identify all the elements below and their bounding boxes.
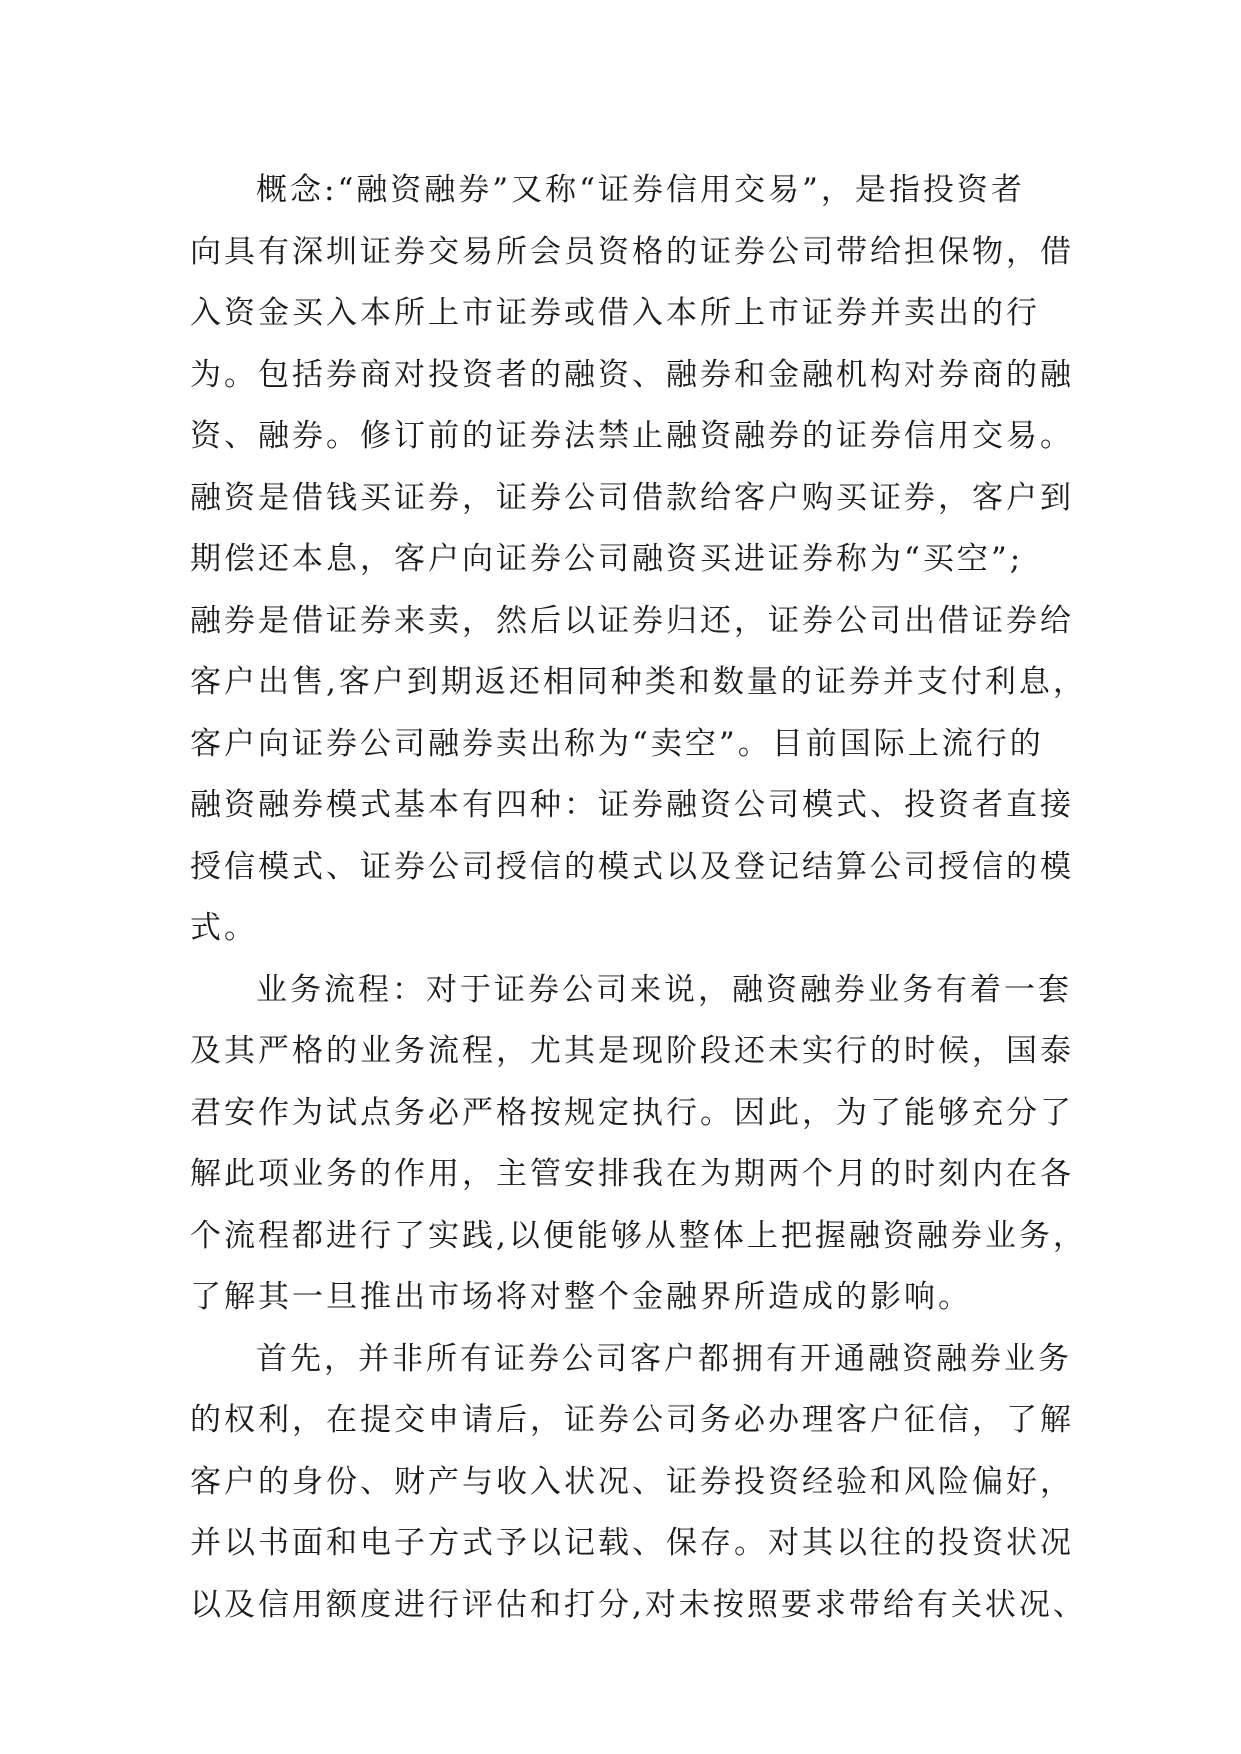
paragraph-line: 解此项业务的作用，主管安排我在为期两个月的时刻内在各 xyxy=(190,1156,1074,1192)
paragraph-line: 融资是借钱买证券，证券公司借款给客户购买证券，客户到 xyxy=(190,479,1074,516)
paragraph-line: 业务流程：对于证券公司来说，融资融券业务有着一套 xyxy=(256,971,1072,1008)
paragraph-line: 入资金买入本所上市证券或借入本所上市证券并卖出的行 xyxy=(190,295,1040,331)
paragraph-concept xyxy=(190,160,1087,960)
paragraph-business-process xyxy=(190,960,1087,1329)
paragraph-line: 资、融券。修订前的证券法禁止融资融券的证券信用交易。 xyxy=(190,418,1074,454)
paragraph-line: 及其严格的业务流程，尤其是现阶段还未实行的时候，国泰 xyxy=(190,1033,1074,1069)
paragraph-line: 首先，并非所有证券公司客户都拥有开通融资融券业务 xyxy=(256,1340,1072,1377)
paragraph-line: 授信模式、证券公司授信的模式以及登记结算公司授信的模 xyxy=(190,848,1074,885)
paragraph-line: 融券是借证券来卖，然后以证券归还，证券公司出借证券给 xyxy=(190,602,1074,639)
paragraph-line: 向具有深圳证券交易所会员资格的证券公司带给担保物，借 xyxy=(190,233,1074,270)
paragraph-line: 个流程都进行了实践,以便能够从整体上把握融资融券业务， xyxy=(190,1217,1087,1254)
paragraph-first xyxy=(190,1329,1087,1637)
paragraph-line: 式。 xyxy=(190,910,258,946)
paragraph-line: 客户的身份、财产与收入状况、证券投资经验和风险偏好， xyxy=(190,1463,1074,1500)
paragraph-line: 的权利，在提交申请后，证券公司务必办理客户征信，了解 xyxy=(190,1402,1074,1438)
paragraph-line: 概念:“融资融券”又称“证券信用交易”，是指投资者 xyxy=(256,172,1025,208)
paragraph-line: 君安作为试点务必严格按规定执行。因此，为了能够充分了 xyxy=(190,1094,1074,1131)
document-body xyxy=(190,160,1087,1636)
paragraph-line: 了解其一旦推出市场将对整个金融界所造成的影响。 xyxy=(190,1279,972,1315)
paragraph-line: 客户向证券公司融券卖出称为“卖空”。目前国际上流行的 xyxy=(190,725,1044,762)
paragraph-line: 融资融券模式基本有四种：证券融资公司模式、投资者直接 xyxy=(190,787,1074,823)
paragraph-line: 为。包括券商对投资者的融资、融券和金融机构对券商的融 xyxy=(190,356,1074,393)
paragraph-line: 以及信用额度进行评估和打分,对未按照要求带给有关状况、 xyxy=(190,1586,1087,1623)
paragraph-line: 并以书面和电子方式予以记载、保存。对其以往的投资状况 xyxy=(190,1525,1074,1561)
paragraph-line: 期偿还本息，客户向证券公司融资买进证券称为“买空”; xyxy=(190,541,1024,577)
paragraph-line: 客户出售,客户到期返还相同种类和数量的证券并支付利息， xyxy=(190,664,1087,700)
